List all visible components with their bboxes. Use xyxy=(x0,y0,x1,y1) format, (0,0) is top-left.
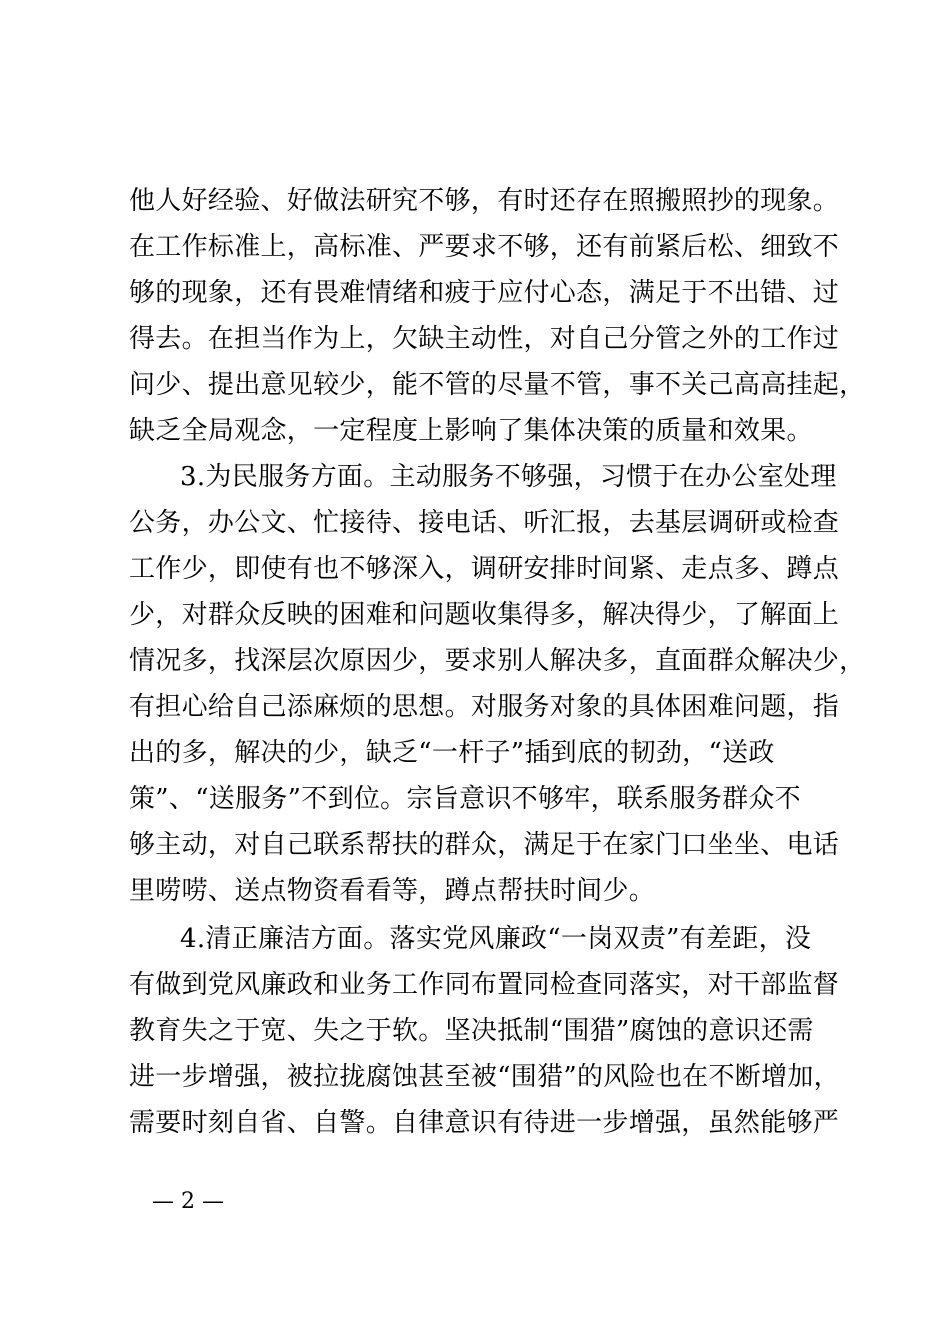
text-line: 够主动，对自己联系帮扶的群众，满足于在家门口坐坐、电话 xyxy=(129,830,840,860)
text-line: 进一步增强，被拉拢腐蚀甚至被“围猎”的风险也在不断增加， xyxy=(129,1062,840,1092)
text-line: 里唠唠、送点物资看看等，蹲点帮扶时间少。 xyxy=(129,876,656,906)
text-line: 公务，办公文、忙接待、接电话、听汇报，去基层调研或检查 xyxy=(129,508,840,538)
section-heading-line: 3.为民服务方面。主动服务不够强，习惯于在办公室处理 xyxy=(180,462,837,492)
text-line: 情况多，找深层次原因少，要求别人解决多，直面群众解决少， xyxy=(129,646,866,676)
text-line: 出的多，解决的少，缺乏“一杆子”插到底的韧劲，“送政 xyxy=(129,738,775,768)
text-line: 少，对群众反映的困难和问题收集得多，解决得少，了解面上 xyxy=(129,600,840,630)
text-line: 够的现象，还有畏难情绪和疲于应付心态，满足于不出错、过 xyxy=(129,278,840,308)
text-line: 工作少，即使有也不够深入，调研安排时间紧、走点多、蹲点 xyxy=(129,554,840,584)
text-line: 有担心给自己添麻烦的思想。对服务对象的具体困难问题，指 xyxy=(129,692,840,722)
section-heading-line: 4.清正廉洁方面。落实党风廉政“一岗双责”有差距，没 xyxy=(180,924,812,954)
text-line: 需要时刻自省、自警。自律意识有待进一步增强，虽然能够严 xyxy=(129,1108,840,1138)
text-line: 得去。在担当作为上，欠缺主动性，对自己分管之外的工作过 xyxy=(129,324,840,354)
text-line: 缺乏全局观念，一定程度上影响了集体决策的质量和效果。 xyxy=(129,416,813,446)
text-line: 在工作标准上，高标准、严要求不够，还有前紧后松、细致不 xyxy=(129,232,840,262)
text-line: 教育失之于宽、失之于软。坚决抵制“围猎”腐蚀的意识还需 xyxy=(129,1016,814,1046)
text-line: 问少、提出意见较少，能不管的尽量不管，事不关己高高挂起， xyxy=(129,370,866,400)
text-line: 策”、“送服务”不到位。宗旨意识不够牢，联系服务群众不 xyxy=(129,784,801,814)
page-number: — 2 — xyxy=(152,1189,224,1214)
text-line: 有做到党风廉政和业务工作同布置同检查同落实，对干部监督 xyxy=(129,970,840,1000)
text-line: 他人好经验、好做法研究不够，有时还存在照搬照抄的现象。 xyxy=(129,186,840,216)
